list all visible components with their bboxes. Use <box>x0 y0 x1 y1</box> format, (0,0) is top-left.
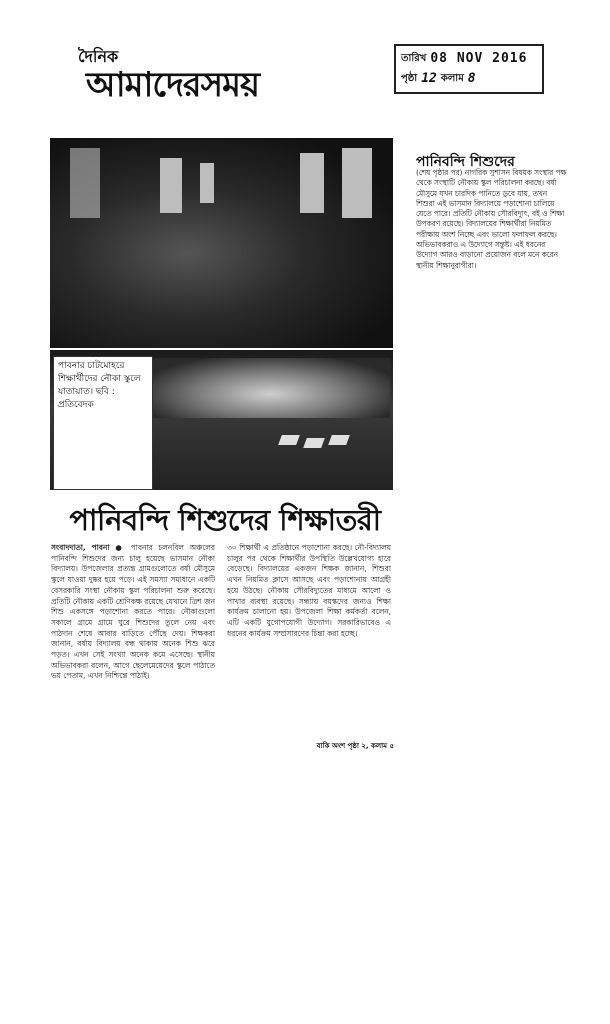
stamp-date-value: 08 NOV 2016 <box>430 51 528 66</box>
article-column-1 <box>51 543 215 743</box>
article-col1-text: পাবনার চলনবিল অঞ্চলের পানিবন্দি শিশুদের জন্য চালু হয়েছে ভাসমান নৌকা বিদ্যালয়। উপজেলার প্রত্যন্ত গ্রামগুলোতে বর্ষা মৌসুমে স্কুলে যাওয়া দুষ্কর হয়ে পড়ে। এই সমস্যা সমাধানে একটি বেসরকারি সংস্থা নৌকায় স্কুল পরিচালনা শুরু করেছে। প্রতিটি নৌকায় একটি শ্রেণিকক্ষ রয়েছে যেখানে ত্রিশ জন শিশু একসঙ্গে পড়াশোনা করতে পারে। নৌকাগুলো সকালে গ্রামে গ্রামে ঘুরে শিশুদের তুলে নেয় এবং পাঠদান শেষে আবার বাড়িতে পৌঁছে দেয়। শিক্ষকরা জানান, বর্ষায় বিদ্যালয় বন্ধ থাকায় অনেক শিশু ঝরে পড়ত। এখন সেই সংখ্যা অনেক কমে এসেছে। স্থানীয় অভিভাবকরা বলেন, আগে ছেলেমেয়েদের স্কুলে পাঠাতে ভয় পেতাম, এখন নিশ্চিন্তে পাঠাই। <box>51 543 215 681</box>
stamp-column-label: কলাম <box>440 73 464 84</box>
date-stamp <box>394 44 544 94</box>
article-col2-text: ৩০ শিক্ষার্থী এ প্রতিষ্ঠানে পড়াশোনা করছে। নৌ-বিদ্যালয় চালুর পর থেকে শিক্ষার্থীর উপস্থিতি উল্লেখযোগ্য হারে বেড়েছে। বিদ্যালয়ের একজন শিক্ষক জানান, শিশুরা এখন নিয়মিত ক্লাসে আসছে এবং পড়াশোনায় আগ্রহী হয়ে উঠছে। নৌকায় সৌরবিদ্যুতের মাধ্যমে আলো ও পাখার ব্যবস্থা রয়েছে। সন্ধ্যায় বয়স্কদের জন্যও শিক্ষা কার্যক্রম চালানো হয়। উপজেলা শিক্ষা কর্মকর্তা বলেন, এটি একটি যুগোপযোগী উদ্যোগ। সরকারিভাবেও এ ধরনের কার্যক্রম সম্প্রসারণের চিন্তা করা হচ্ছে। <box>227 543 391 638</box>
article-column-2 <box>227 543 391 743</box>
classroom-photo <box>50 138 393 348</box>
stamp-page-value: 12 <box>421 71 437 86</box>
stamp-page-label: পৃষ্ঠা <box>401 73 418 84</box>
masthead-prefix: দৈনিক <box>78 47 119 66</box>
photo-caption: পাবনার চাটমোহরে শিক্ষার্থীদের নৌকা স্কুলে যাতায়াত। ছবি : প্রতিবেদক <box>53 356 153 490</box>
continued-note: বাকি অংশ পৃষ্ঠা ২, কলাম ৫ <box>316 742 394 750</box>
article-byline: সংবাদদাতা, পাবনা ● <box>51 543 126 552</box>
stamp-column-value: 8 <box>467 71 476 86</box>
headline: পানিবন্দি শিশুদের শিক্ষাতরী <box>69 503 381 537</box>
masthead-title: আমাদেরসময় <box>86 65 259 105</box>
stamp-date-label: তারিখ <box>401 53 427 64</box>
sidebar-text: (শেষ পৃষ্ঠার পর) নাগরিক সুশাসন বিষয়ক সংস্থার পক্ষ থেকে সংস্থাটি নৌকায় স্কুল পরিচালনা করছে। বর্ষা মৌসুমে যখন চারদিক পানিতে ডুবে যায়, তখন শিশুরা এই ভাসমান বিদ্যালয়ে পড়াশোনা চালিয়ে যেতে পারে। প্রতিটি নৌকায় সৌরবিদ্যুৎ, বই ও শিক্ষা উপকরণ রয়েছে। বিদ্যালয়ের শিক্ষার্থীরা নিয়মিত পরীক্ষায় অংশ নিচ্ছে এবং ভালো ফলাফল করছে। অভিভাবকরাও এ উদ্যোগে সন্তুষ্ট। এই ধরনের উদ্যোগ আরও বাড়ানো প্রয়োজন বলে মনে করেন স্থানীয় শিক্ষানুরাগীরা। <box>416 168 567 270</box>
sidebar-title: পানিবন্দি শিশুদের <box>416 154 515 170</box>
